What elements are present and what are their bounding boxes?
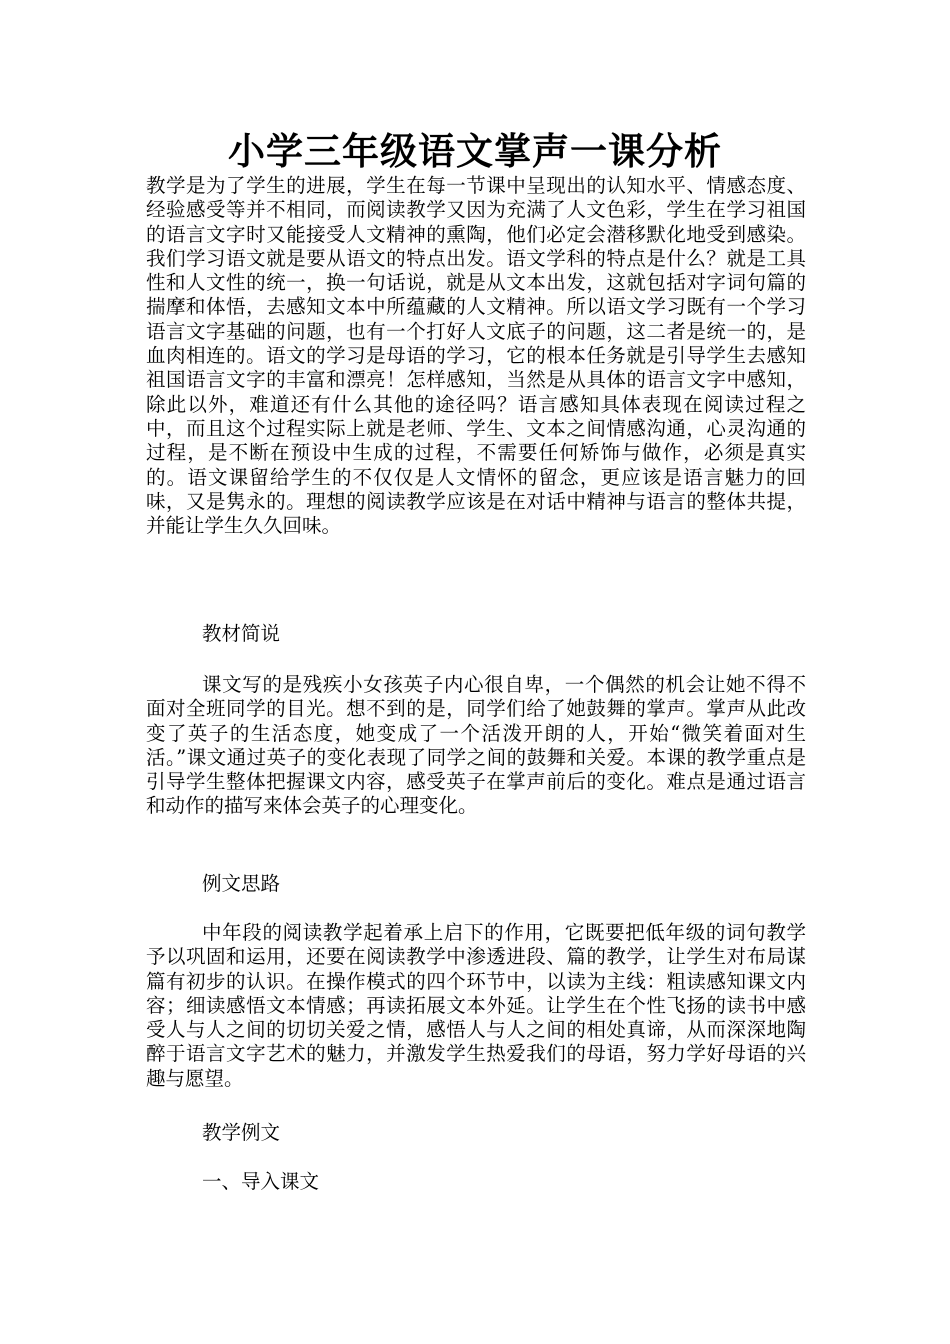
approach-paragraph: 中年段的阅读教学起着承上启下的作用，它既要把低年级的词句教学予以巩固和运用，还要在阅读教学中渗透进段、篇的教学，让学生对布局谋篇有初步的认识。在操作模式的四个环节中，以读为主线：粗读感知课文内容；细读感悟文本情感；再读拓展文本外延。让学生在个性飞扬的读书中感受人与人之间的切切关爱之情，感悟人与人之间的相处真谛，从而深深地陶醉于语言文字艺术的魅力，并激发学生热爱我们的母语，努力学好母语的兴趣与愿望。 — [146, 921, 806, 1090]
section-heading-approach: 例文思路 — [202, 872, 281, 895]
textbook-paragraph: 课文写的是残疾小女孩英子内心很自卑，一个偶然的机会让她不得不面对全班同学的目光。想不到的是，同学们给了她鼓舞的掌声。掌声从此改变了英子的生活态度，她变成了一个活泼开朗的人，开始“微笑着面对生活。”课文通过英子的变化表现了同学之间的鼓舞和关爱。本课的教学重点是引导学生整体把握课文内容，感受英子在掌声前后的变化。难点是通过语言和动作的描写来体会英子的心理变化。 — [146, 673, 806, 818]
document-title: 小学三年级语文掌声一课分析 — [228, 129, 722, 173]
section-heading-intro: 一、导入课文 — [202, 1170, 320, 1193]
intro-paragraph: 教学是为了学生的进展，学生在每一节课中呈现出的认知水平、情感态度、经验感受等并不相同，而阅读教学又因为充满了人文色彩，学生在学习祖国的语言文字时又能接受人文精神的熏陶，他们必定会潜移默化地受到感染。我们学习语文就是要从语文的特点出发。语文学科的特点是什么？就是工具性和人文性的统一，换一句话说，就是从文本出发，这就包括对字词句篇的揣摩和体悟，去感知文本中所蕴藏的人文精神。所以语文学习既有一个学习语言文字基础的问题，也有一个打好人文底子的问题，这二者是统一的，是血肉相连的。语文的学习是母语的学习，它的根本任务就是引导学生去感知祖国语言文字的丰富和漂亮！怎样感知，当然是从具体的语言文字中感知，除此以外，难道还有什么其他的途径吗？语言感知具体表现在阅读过程之中，而且这个过程实际上就是老师、学生、文本之间情感沟通，心灵沟通的过程，是不断在预设中生成的过程，不需要任何矫饰与做作，必须是真实的。语文课留给学生的不仅仅是人文情怀的留念，更应该是语言魅力的回味，又是隽永的。理想的阅读教学应该是在对话中精神与语言的整体共提，并能让学生久久回味。 — [146, 174, 806, 538]
section-heading-example: 教学例文 — [202, 1121, 281, 1144]
section-heading-textbook: 教材简说 — [202, 622, 281, 645]
